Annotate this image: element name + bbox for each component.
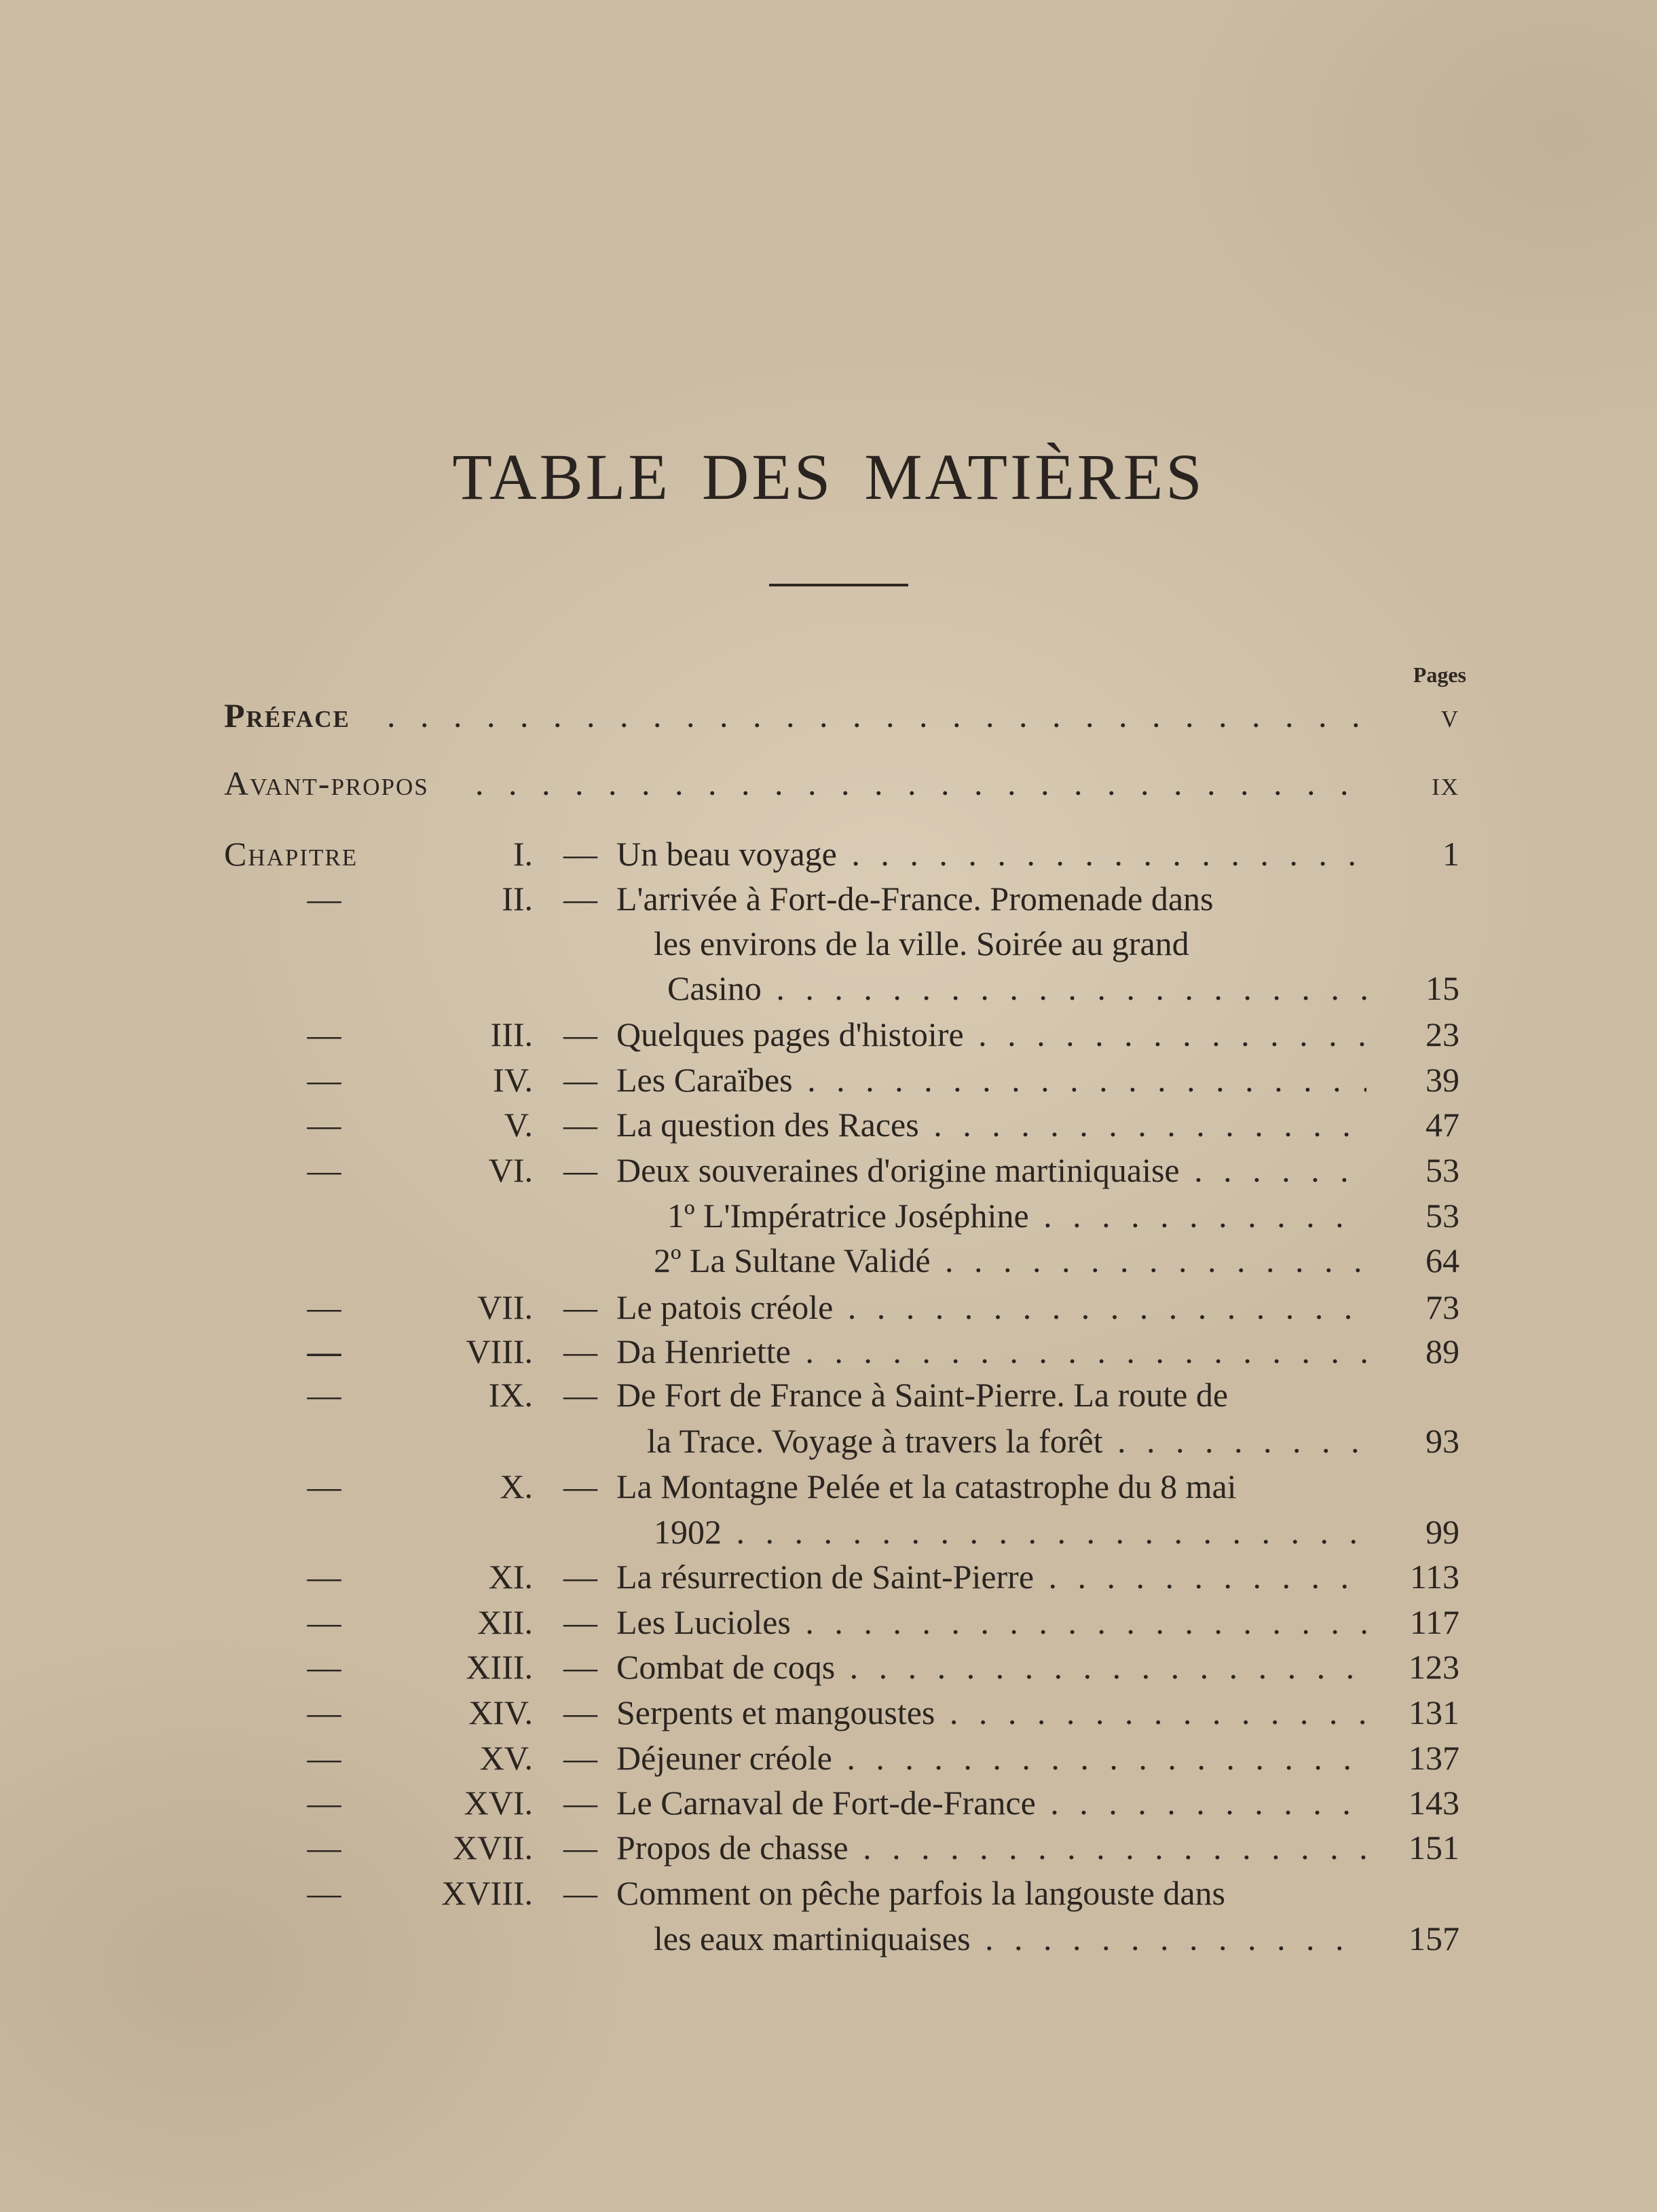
chapter-title: Combat de coqs . . .	[616, 1645, 1366, 1689]
chapter-title: Le Carnaval de Fort-de-France . . .	[616, 1780, 1366, 1825]
chapter-title-continuation: les eaux martiniquaises . . .	[654, 1916, 1366, 1961]
chapter-title: Les Lucioles . . .	[616, 1600, 1366, 1645]
page-number: 123	[1409, 1648, 1459, 1686]
toc-entry-chapter-2-cont	[0, 921, 1657, 966]
chapter-title: La question des Races . . .	[616, 1102, 1366, 1147]
ditto-dash: —	[307, 1061, 341, 1099]
page-number: 53	[1426, 1151, 1459, 1189]
separator-dash: —	[563, 1829, 597, 1867]
entry-label: Avant-propos	[224, 764, 429, 802]
chapter-title: L'arrivée à Fort-de-France. Promenade dans	[616, 880, 1214, 918]
page-number: 113	[1409, 1558, 1459, 1596]
toc-entry-chapter-1	[0, 831, 1657, 876]
toc-subentry-6-1	[0, 1193, 1657, 1238]
separator-dash: —	[563, 1106, 597, 1144]
page-number: 93	[1426, 1422, 1459, 1460]
chapter-number: VII.	[477, 1288, 533, 1326]
page-number: 131	[1409, 1693, 1459, 1731]
chapter-number: VIII.	[466, 1332, 533, 1370]
toc-entry-chapter-18-cont	[0, 1916, 1657, 1961]
chapter-title: Un beau voyage . . .	[616, 831, 1366, 876]
chapter-title: Comment on pêche parfois la langouste dans	[616, 1874, 1225, 1912]
page-number: 15	[1426, 969, 1459, 1007]
chapter-title: La résurrection de Saint-Pierre . . .	[616, 1554, 1366, 1599]
page-number: 151	[1409, 1829, 1459, 1867]
subsection-title: 2º La Sultane Validé . . .	[654, 1238, 1366, 1283]
toc-entry-chapter-12	[0, 1600, 1657, 1645]
chapter-number: III.	[490, 1015, 533, 1053]
page-number: 23	[1426, 1015, 1459, 1053]
entry-label: Préface	[224, 696, 350, 734]
chapter-number: IX.	[488, 1376, 533, 1414]
chapter-number: XI.	[488, 1558, 533, 1596]
ditto-dash: —	[307, 1874, 341, 1912]
toc-entry-chapter-6	[0, 1148, 1657, 1193]
page-number: 137	[1409, 1739, 1459, 1777]
page-number: 117	[1409, 1603, 1459, 1641]
chapter-title: De Fort de France à Saint-Pierre. La route de	[616, 1376, 1229, 1414]
pages-column-header: Pages	[1413, 662, 1466, 687]
entry-dot-leader	[475, 761, 1366, 806]
page-title: TABLE DES MATIÈRES	[452, 440, 1205, 513]
entry-dot-leader	[387, 693, 1366, 738]
chapter-title: Déjeuner créole . . .	[616, 1736, 1366, 1780]
chapter-title: Propos de chasse . . .	[616, 1825, 1366, 1870]
ditto-dash: —	[307, 1829, 341, 1867]
toc-entry-preface	[0, 693, 1657, 738]
separator-dash: —	[563, 1693, 597, 1731]
page-number: 73	[1426, 1288, 1459, 1326]
separator-dash: —	[563, 1739, 597, 1777]
toc-entry-chapter-13	[0, 1645, 1657, 1689]
ditto-dash: —	[307, 1106, 341, 1144]
page-number: v	[1440, 696, 1459, 734]
chapter-number: IV.	[493, 1061, 533, 1099]
chapter-title: Deux souveraines d'origine martiniquaise . . .	[616, 1148, 1366, 1193]
separator-dash: —	[563, 1648, 597, 1686]
chapter-title: Da Henriette . . .	[616, 1329, 1366, 1374]
toc-entry-chapter-10-cont	[0, 1510, 1657, 1554]
toc-entry-chapter-10	[0, 1464, 1657, 1509]
chapter-title: Les Caraïbes . . .	[616, 1057, 1366, 1102]
separator-dash: —	[563, 880, 597, 918]
page-number: 64	[1426, 1241, 1459, 1279]
chapter-number: I.	[513, 835, 533, 873]
separator-dash: —	[563, 835, 597, 873]
toc-entry-chapter-4	[0, 1057, 1657, 1102]
separator-dash: —	[563, 1015, 597, 1053]
chapter-number: XV.	[479, 1739, 533, 1777]
chapter-number: XVI.	[464, 1784, 533, 1822]
toc-entry-chapter-11	[0, 1554, 1657, 1599]
chapter-title-continuation: les environs de la ville. Soirée au grand	[654, 924, 1189, 962]
chapter-number: II.	[502, 880, 533, 918]
chapter-number: XII.	[477, 1603, 533, 1641]
ditto-dash: —	[307, 1467, 341, 1505]
page-number: ix	[1432, 764, 1459, 802]
toc-entry-chapter-9	[0, 1372, 1657, 1417]
chapter-number: V.	[504, 1106, 533, 1144]
toc-entry-chapter-14	[0, 1690, 1657, 1735]
ditto-dash: —	[307, 1558, 341, 1596]
separator-dash: —	[563, 1151, 597, 1189]
toc-entry-chapter-16	[0, 1780, 1657, 1825]
toc-entry-chapter-3	[0, 1012, 1657, 1057]
chapter-title-continuation: la Trace. Voyage à travers la forêt . . .	[647, 1419, 1360, 1463]
separator-dash: —	[563, 1332, 597, 1370]
toc-entry-chapter-8	[0, 1329, 1657, 1374]
chapter-number: XVIII.	[441, 1874, 533, 1912]
page-number: 143	[1409, 1784, 1459, 1822]
page-number: 47	[1426, 1106, 1459, 1144]
toc-entry-chapter-9-cont	[0, 1419, 1657, 1463]
toc-entry-chapter-7	[0, 1285, 1657, 1330]
chapter-title: Le patois créole . . .	[616, 1285, 1366, 1330]
chapter-number: VI.	[488, 1151, 533, 1189]
chapter-number: XIII.	[466, 1648, 533, 1686]
page-number: 157	[1409, 1919, 1459, 1957]
chapter-title: La Montagne Pelée et la catastrophe du 8 mai	[616, 1467, 1237, 1505]
ditto-dash: —	[307, 1376, 341, 1414]
ditto-dash: —	[307, 1648, 341, 1686]
toc-entry-chapter-2	[0, 876, 1657, 921]
page-number: 1	[1442, 835, 1459, 873]
chapter-number: X.	[500, 1467, 533, 1505]
chapter-title: Serpents et mangoustes . . .	[616, 1690, 1366, 1735]
toc-entry-chapter-18	[0, 1871, 1657, 1915]
toc-entry-chapter-2-cont	[0, 966, 1657, 1011]
separator-dash: —	[563, 1288, 597, 1326]
page-number: 53	[1426, 1197, 1459, 1235]
separator-dash: —	[563, 1558, 597, 1596]
toc-entry-chapter-15	[0, 1736, 1657, 1780]
separator-dash: —	[563, 1603, 597, 1641]
ditto-dash: —	[307, 1739, 341, 1777]
ditto-dash: —	[307, 1151, 341, 1189]
ditto-dash: —	[307, 1332, 341, 1370]
subsection-title: 1º L'Impératrice Joséphine . . .	[667, 1193, 1366, 1238]
page-number: 89	[1426, 1332, 1459, 1370]
page-number: 99	[1426, 1513, 1459, 1551]
separator-dash: —	[563, 1874, 597, 1912]
ditto-dash: —	[307, 1693, 341, 1731]
separator-dash: —	[563, 1061, 597, 1099]
title-rule	[769, 584, 908, 586]
page-number: 39	[1426, 1061, 1459, 1099]
separator-dash: —	[563, 1784, 597, 1822]
chapter-title-continuation: Casino . . .	[667, 966, 1366, 1011]
ditto-dash: —	[307, 1288, 341, 1326]
toc-entry-chapter-17	[0, 1825, 1657, 1870]
ditto-dash: —	[307, 880, 341, 918]
chapter-number: XVII.	[452, 1829, 533, 1867]
ditto-dash: —	[307, 1015, 341, 1053]
separator-dash: —	[563, 1467, 597, 1505]
chapter-number: XIV.	[468, 1693, 533, 1731]
chapter-title: Quelques pages d'histoire . . .	[616, 1012, 1366, 1057]
chapter-label: Chapitre	[224, 835, 358, 873]
toc-entry-chapter-5	[0, 1102, 1657, 1147]
toc-entry-avant-propos	[0, 761, 1657, 806]
separator-dash: —	[563, 1376, 597, 1414]
chapter-title-continuation: 1902 . . .	[654, 1510, 1366, 1554]
toc-subentry-6-2	[0, 1238, 1657, 1283]
ditto-dash: —	[307, 1784, 341, 1822]
ditto-dash: —	[307, 1603, 341, 1641]
